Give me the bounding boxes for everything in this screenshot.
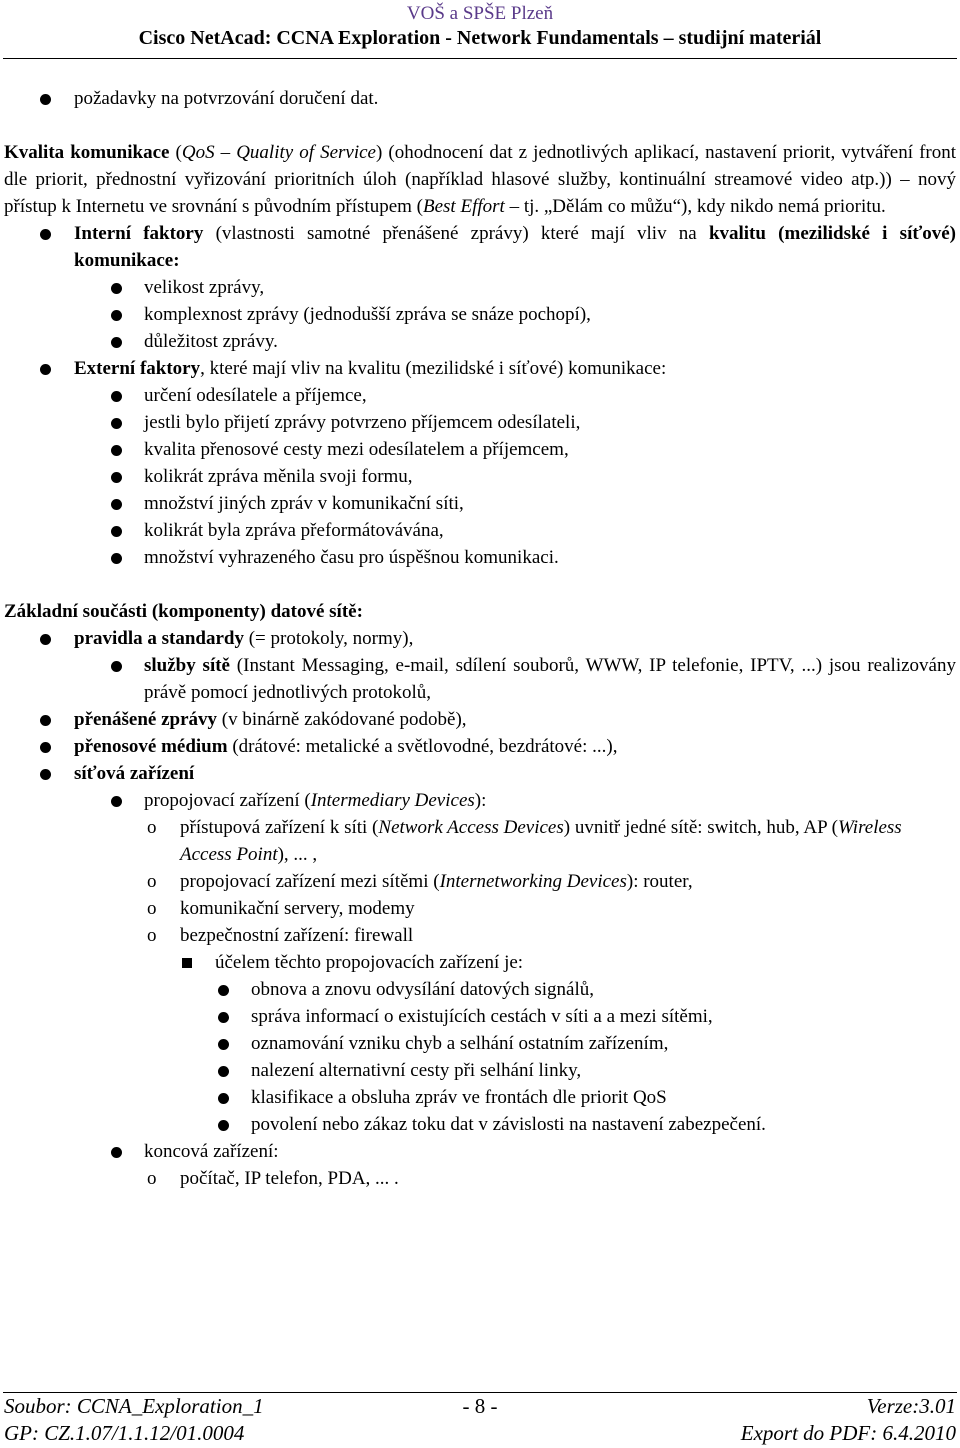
list-item: množství vyhrazeného času pro úspěšnou komunikaci. — [4, 544, 956, 571]
list-item: nalezení alternativní cesty při selhání linky, — [4, 1057, 956, 1084]
bullet-icon — [218, 1012, 229, 1023]
list-item: účelem těchto propojovacích zařízení je: — [4, 949, 956, 976]
list-item: požadavky na potvrzování doručení dat. — [4, 85, 956, 112]
bullet-icon — [111, 418, 122, 429]
list-item: služby sítě (Instant Messaging, e-mail, sdílení souborů, WWW, IP telefonie, IPTV, ...) jsou realizovány právě pomocí jednotlivých protokolů, — [4, 652, 956, 706]
bullet-icon — [40, 742, 51, 753]
list-item: o bezpečnostní zařízení: firewall — [4, 922, 956, 949]
list-item: klasifikace a obsluha zpráv ve frontách dle priorit QoS — [4, 1084, 956, 1111]
list-item: propojovací zařízení (Intermediary Devices): — [4, 787, 956, 814]
list-item: jestli bylo přijetí zprávy potvrzeno příjemcem odesílateli, — [4, 409, 956, 436]
footer-row-1 — [4, 1394, 956, 1419]
bullet-icon — [40, 94, 51, 105]
bullet-icon — [111, 445, 122, 456]
bullet-icon — [111, 796, 122, 807]
list-item: určení odesílatele a příjemce, — [4, 382, 956, 409]
factors-list — [4, 220, 956, 571]
components-list — [4, 625, 956, 1192]
list-item: správa informací o existujících cestách v síti a a mezi sítěmi, — [4, 1003, 956, 1030]
footer-page-number: - 8 - — [462, 1394, 498, 1418]
list-item: síťová zařízení — [4, 760, 956, 787]
footer-file: Soubor: CCNA_Exploration_1 — [4, 1394, 264, 1418]
header-school: VOŠ a SPŠE Plzeň — [406, 3, 554, 24]
components-heading: Základní součásti (komponenty) datové sítě: — [4, 601, 363, 622]
circle-bullet-icon: o — [147, 1168, 157, 1189]
bullet-icon — [40, 715, 51, 726]
header-divider — [3, 58, 957, 59]
list-item: koncová zařízení: — [4, 1138, 956, 1165]
list-item: množství jiných zpráv v komunikační síti, — [4, 490, 956, 517]
list-item: o přístupová zařízení k síti (Network Access Devices) uvnitř jedné sítě: switch, hub, AP (Wireless Access Point), ... , — [4, 814, 956, 868]
external-factors: Externí faktory, které mají vliv na kvalitu (mezilidské i síťové) komunikace: — [4, 355, 956, 382]
bullet-icon — [111, 553, 122, 564]
bullet-icon — [111, 526, 122, 537]
list-item: kolikrát zpráva měnila svoji formu, — [4, 463, 956, 490]
list-item: o počítač, IP telefon, PDA, ... . — [4, 1165, 956, 1192]
circle-bullet-icon: o — [147, 925, 157, 946]
bullet-icon — [40, 769, 51, 780]
circle-bullet-icon: o — [147, 898, 157, 919]
bullet-icon — [218, 1066, 229, 1077]
list-item: oznamování vzniku chyb a selhání ostatním zařízením, — [4, 1030, 956, 1057]
bullet-icon — [111, 283, 122, 294]
list-item: obnova a znovu odvysílání datových signálů, — [4, 976, 956, 1003]
bullet-icon — [218, 1039, 229, 1050]
bullet-icon — [111, 310, 122, 321]
footer-row-2 — [4, 1421, 956, 1446]
internal-factors: Interní faktory (vlastnosti samotné přenášené zprávy) které mají vliv na kvalitu (mezilidské i síťové) komunikace: — [4, 220, 956, 274]
bullet-icon — [111, 337, 122, 348]
bullet-icon — [218, 985, 229, 996]
footer-gp: GP: CZ.1.07/1.1.12/01.0004 — [4, 1421, 245, 1445]
list-item: povolení nebo zákaz toku dat v závislosti na nastavení zabezpečení. — [4, 1111, 956, 1138]
header-course-title: Cisco NetAcad: CCNA Exploration - Network Fundamentals – studijní materiál — [138, 27, 822, 49]
document-body — [4, 85, 956, 1192]
circle-bullet-icon: o — [147, 817, 157, 838]
footer-version: Verze:3.01 — [866, 1394, 956, 1418]
list-item: o komunikační servery, modemy — [4, 895, 956, 922]
list-item: komplexnost zprávy (jednodušší zpráva se snáze pochopí), — [4, 301, 956, 328]
bullet-icon — [111, 472, 122, 483]
qos-paragraph: Kvalita komunikace (QoS – Quality of Service) (ohodnocení dat z jednotlivých aplikací, nastavení priorit, vytváření front dle priorit, přednostní vyřizování prioritních úloh (například hlasové služby, kontinuální streamové video atp.)) – nový přístup k Internetu ve srovnání s původním přístupem (Best Effort – tj. „Dělám co můžu“), kdy nikdo nemá prioritu. — [4, 142, 957, 217]
bullet-icon — [111, 1147, 122, 1158]
bullet-icon — [40, 634, 51, 645]
list-item: přenášené zprávy (v binárně zakódované podobě), — [4, 706, 956, 733]
bullet-icon — [111, 661, 122, 672]
list-item: o propojovací zařízení mezi sítěmi (Internetworking Devices): router, — [4, 868, 956, 895]
list-item: kvalita přenosové cesty mezi odesílatelem a příjemcem, — [4, 436, 956, 463]
bullet-icon — [218, 1093, 229, 1104]
list-item: velikost zprávy, — [4, 274, 956, 301]
list-item: pravidla a standardy (= protokoly, normy), — [4, 625, 956, 652]
square-bullet-icon — [182, 958, 192, 968]
bullet-icon — [111, 391, 122, 402]
circle-bullet-icon: o — [147, 871, 157, 892]
list-item: důležitost zprávy. — [4, 328, 956, 355]
list-item: přenosové médium (drátové: metalické a světlovodné, bezdrátové: ...), — [4, 733, 956, 760]
list-item: kolikrát byla zpráva přeformátovávána, — [4, 517, 956, 544]
footer-divider — [3, 1392, 957, 1393]
footer-export-date: Export do PDF: 6.4.2010 — [740, 1421, 956, 1445]
bullet-icon — [40, 229, 51, 240]
bullet-icon — [40, 364, 51, 375]
bullet-icon — [111, 499, 122, 510]
bullet-icon — [218, 1120, 229, 1131]
